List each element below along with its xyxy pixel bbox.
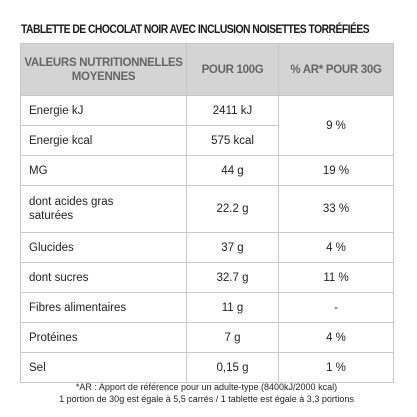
row-ar: 1 % (279, 353, 394, 383)
row-per100: 37 g (187, 233, 279, 263)
row-per100: 32.7 g (187, 263, 279, 293)
header-nutritional-values: VALEURS NUTRITIONNELLES MOYENNES (21, 44, 187, 96)
table-row (21, 263, 394, 293)
table-row (21, 323, 394, 353)
row-label: Protéines (21, 323, 187, 353)
row-label: Energie kcal (21, 126, 187, 156)
row-label: Sel (21, 353, 187, 383)
row-ar: 9 % (279, 96, 394, 156)
row-per100: 22.2 g (187, 186, 279, 233)
row-ar: 19 % (279, 156, 394, 186)
footnotes (20, 381, 393, 405)
header-row (21, 44, 394, 96)
row-per100: 7 g (187, 323, 279, 353)
footnote-portion-info: 1 portion de 30g est égale à 5,5 carrés / 1 tablette est égale à 3,3 portions (59, 394, 354, 404)
row-label: Glucides (21, 233, 187, 263)
row-label: MG (21, 156, 187, 186)
row-label: Energie kJ (21, 96, 187, 126)
product-title: TABLETTE DE CHOCOLAT NOIR AVEC INCLUSION NOISETTES TORRÉFIÉES (21, 22, 370, 36)
table-row (21, 233, 394, 263)
row-ar: 4 % (279, 323, 394, 353)
row-ar: - (279, 293, 394, 323)
row-per100: 2411 kJ (187, 96, 279, 126)
table-row (21, 96, 394, 126)
row-per100: 575 kcal (187, 126, 279, 156)
row-per100: 11 g (187, 293, 279, 323)
table-row (21, 353, 394, 383)
row-ar: 4 % (279, 233, 394, 263)
row-label: Fibres alimentaires (21, 293, 187, 323)
table-row (21, 186, 394, 233)
row-per100: 44 g (187, 156, 279, 186)
header-per-100g: POUR 100G (187, 44, 279, 96)
row-label: dont sucres (21, 263, 187, 293)
header-ar-per-30g: % AR* POUR 30G (279, 44, 394, 96)
footnote-reference-intake: *AR : Apport de référence pour un adulte-type (8400kJ/2000 kcal) (75, 382, 338, 392)
table-row (21, 293, 394, 323)
row-per100: 0,15 g (187, 353, 279, 383)
table-row (21, 156, 394, 186)
row-ar: 11 % (279, 263, 394, 293)
row-ar: 33 % (279, 186, 394, 233)
nutrition-table (20, 43, 394, 383)
row-label: dont acides gras saturées (21, 186, 187, 233)
